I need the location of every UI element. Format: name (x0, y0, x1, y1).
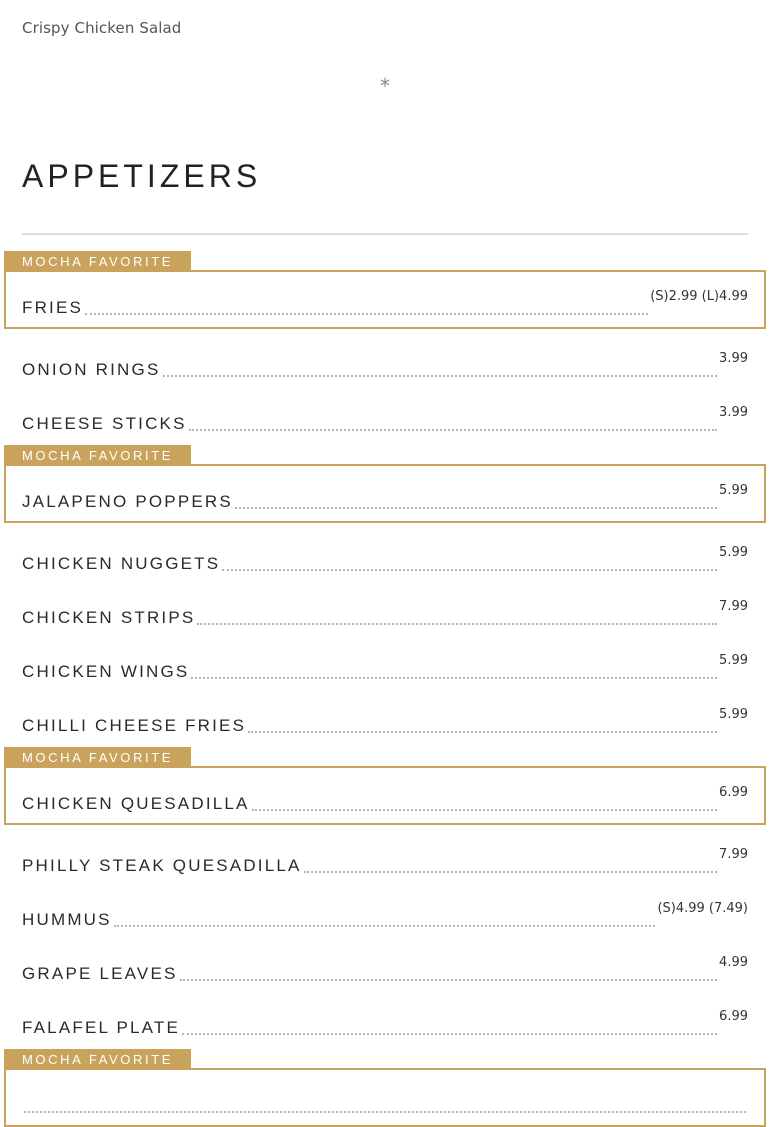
dotted-leader (248, 731, 717, 733)
menu-item-name: FRIES (22, 298, 84, 317)
menu-item (22, 406, 748, 434)
menu-item-price: (S)4.99 (7.49) (657, 901, 748, 916)
dotted-leader (182, 1033, 717, 1035)
dotted-leader (304, 871, 717, 873)
menu-item (22, 290, 748, 318)
dotted-leader (180, 979, 718, 981)
menu-item-name: CHILLI CHEESE FRIES (22, 716, 247, 735)
menu-item (22, 786, 748, 814)
dotted-leader (252, 809, 717, 811)
favorite-badge: MOCHA FAVORITE (4, 445, 191, 466)
menu-item-price: 4.99 (719, 955, 748, 970)
dotted-leader (191, 677, 717, 679)
favorite-badge: MOCHA FAVORITE (4, 747, 191, 768)
menu-item-price: 6.99 (719, 785, 748, 800)
menu-item-name: CHEESE STICKS (22, 414, 187, 433)
menu-item-price: 5.99 (719, 483, 748, 498)
menu-item-name: PHILLY STEAK QUESADILLA (22, 856, 302, 875)
menu-item-name: JALAPENO POPPERS (22, 492, 233, 511)
menu-item (22, 708, 748, 736)
menu-item-price: 7.99 (719, 847, 748, 862)
favorite-badge: MOCHA FAVORITE (4, 251, 191, 272)
dotted-leader (189, 429, 717, 431)
menu-item-name: CHICKEN WINGS (22, 662, 190, 681)
dotted-leader (222, 569, 717, 571)
section-separator-icon: * (380, 74, 390, 98)
dotted-leader (24, 1111, 746, 1113)
menu-item-price: 5.99 (719, 653, 748, 668)
menu-item-name: CHICKEN QUESADILLA (22, 794, 250, 813)
menu-item-name: FALAFEL PLATE (22, 1018, 181, 1037)
previous-menu-item: Crispy Chicken Salad (22, 19, 182, 37)
menu-item (22, 1088, 748, 1116)
menu-item-price: 3.99 (719, 405, 748, 420)
menu-item (22, 902, 748, 930)
menu-item-name: GRAPE LEAVES (22, 964, 178, 983)
menu-item-name: ONION RINGS (22, 360, 161, 379)
dotted-leader (197, 623, 717, 625)
menu-item (22, 352, 748, 380)
menu-item-price: 5.99 (719, 707, 748, 722)
menu-item (22, 600, 748, 628)
menu-item-name: CHICKEN NUGGETS (22, 554, 221, 573)
menu-item-price: 5.99 (719, 545, 748, 560)
menu-item-price: 7.99 (719, 599, 748, 614)
menu-item (22, 1010, 748, 1038)
menu-item (22, 848, 748, 876)
menu-item (22, 654, 748, 682)
menu-item (22, 484, 748, 512)
favorite-badge: MOCHA FAVORITE (4, 1049, 191, 1070)
menu-item-price: 3.99 (719, 351, 748, 366)
dotted-leader (114, 925, 656, 927)
dotted-leader (163, 375, 718, 377)
menu-item-price: (S)2.99 (L)4.99 (650, 289, 748, 304)
menu-item (22, 546, 748, 574)
menu-item-name: CHICKEN STRIPS (22, 608, 196, 627)
menu-item-price: 6.99 (719, 1009, 748, 1024)
section-title: APPETIZERS (22, 158, 262, 194)
menu-item (22, 956, 748, 984)
dotted-leader (235, 507, 717, 509)
dotted-leader (85, 313, 648, 315)
menu-item-name: HUMMUS (22, 910, 112, 929)
